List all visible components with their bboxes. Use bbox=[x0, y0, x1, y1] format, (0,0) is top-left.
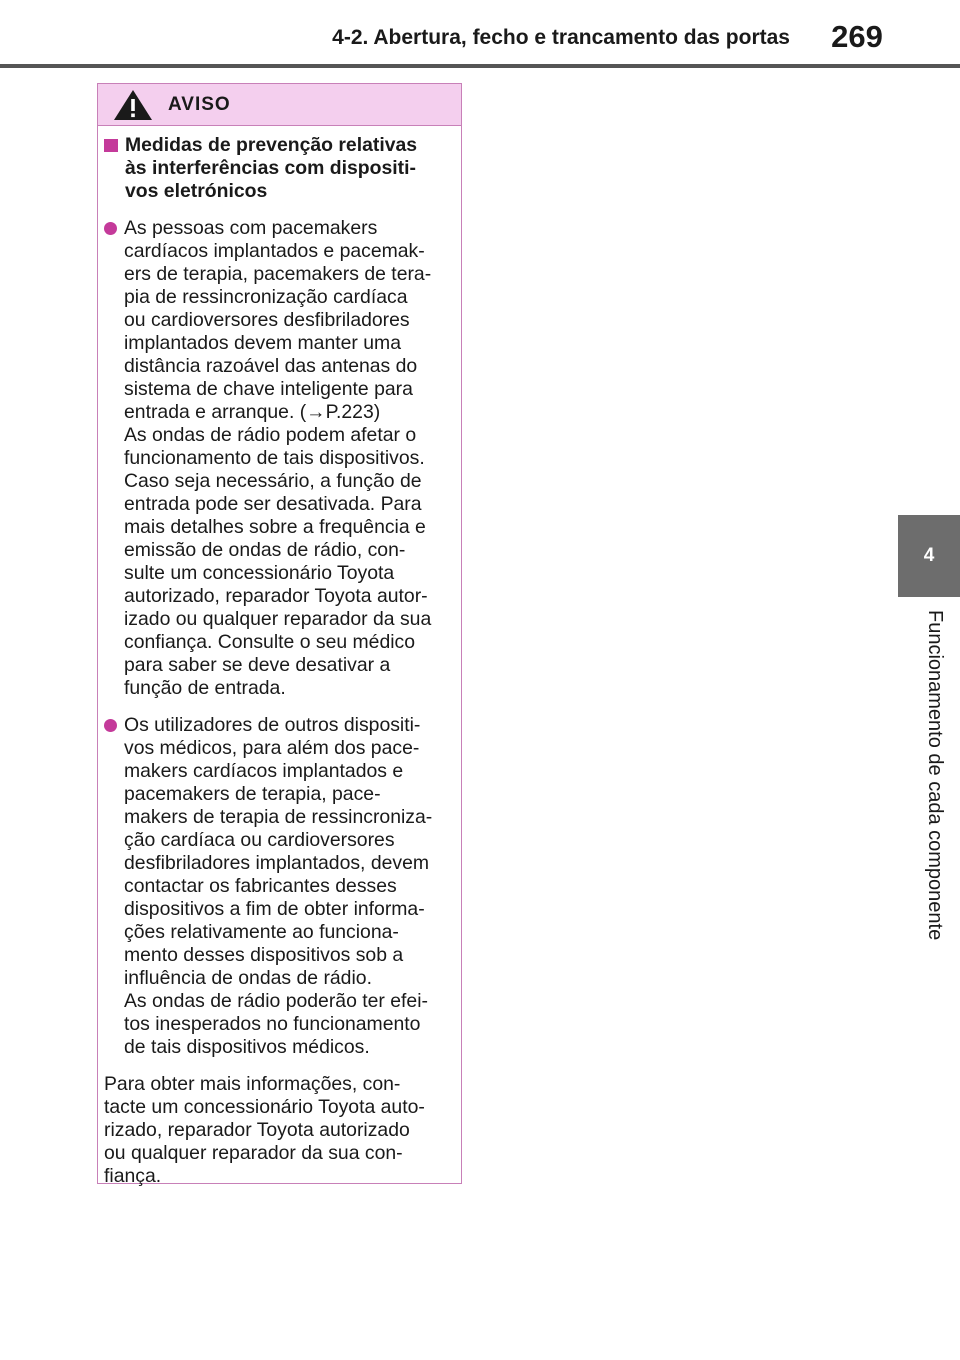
warning-label: AVISO bbox=[168, 93, 231, 115]
chapter-number: 4 bbox=[923, 545, 935, 566]
chapter-tab bbox=[898, 515, 960, 597]
circle-bullet-icon bbox=[104, 719, 117, 732]
header-divider bbox=[0, 64, 960, 68]
circle-bullet-icon bbox=[104, 222, 117, 235]
warning-section-heading bbox=[104, 134, 451, 203]
warning-bullet-item bbox=[104, 714, 451, 1059]
section-header-title: 4-2. Abertura, fecho e trancamento das portas bbox=[332, 26, 790, 49]
warning-triangle-icon bbox=[112, 88, 154, 122]
warning-bullet-text: Os utilizadores de outros dispositi- vos médicos, para além dos pace- makers cardíacos implantados e pacemakers de terapia, pace- makers de terapia de ressincroniza- ção cardíaca ou cardioversores desfibriladores implantados, devem contactar os fabricantes desses dispositivos a fim de obter informa- ções relativamente ao funciona- mento desses dispositivos sob a influência de ondas de rádio. As ondas de rádio poderão ter efei- tos inesperados no funcionamento de tais dispositivos médicos. bbox=[124, 714, 433, 1058]
chapter-label: Funcionamento de cada componente bbox=[924, 610, 946, 941]
warning-bullet-item bbox=[104, 217, 451, 700]
warning-bullet-text: As pessoas com pacemakers cardíacos implantados e pacemak- ers de terapia, pacemakers de tera- pia de ressincronização cardíaca ou cardioversores desfibriladores implantados devem manter uma distância razoável das antenas do sistema de chave inteligente para entrada e arranque. (→P.223) As ondas de rádio podem afetar o funcionamento de tais dispositivos. Caso seja necessário, a função de entrada pode ser desativada. Para mais detalhes sobre a frequência e emissão de ondas de rádio, con- sulte um concessionário Toyota autorizado, reparador Toyota autor- izado ou qualquer reparador da sua confiança. Consulte o seu médico para saber se deve desativar a função de entrada. bbox=[124, 217, 432, 699]
warning-box bbox=[97, 83, 462, 1187]
page-number: 269 bbox=[831, 19, 883, 54]
square-bullet-icon bbox=[104, 139, 118, 152]
warning-footer-text: Para obter mais informações, con- tacte um concessionário Toyota auto- rizado, reparador Toyota autorizado ou qualquer reparador da sua con- fiança. bbox=[104, 1073, 425, 1187]
warning-header bbox=[98, 84, 461, 126]
warning-body bbox=[98, 126, 461, 1188]
warning-section-title: Medidas de prevenção relativas às interferências com dispositi- vos eletrónicos bbox=[125, 134, 418, 202]
